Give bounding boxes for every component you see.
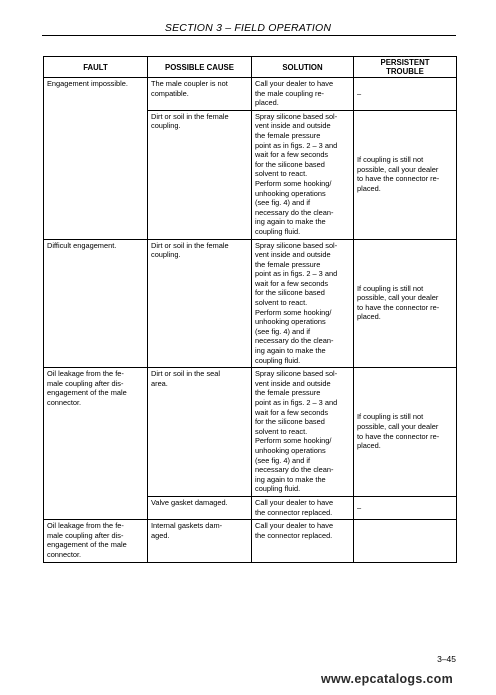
fault-cell: Engagement impossible. xyxy=(44,78,148,240)
page-number: 3–45 xyxy=(437,654,456,664)
column-header-possible-cause: POSSIBLE CAUSE xyxy=(148,57,252,78)
table-row xyxy=(44,368,457,497)
cause-cell: Dirt or soil in the seal area. xyxy=(148,368,252,497)
solution-cell: Call your dealer to have the male coupling re- placed. xyxy=(252,78,354,111)
persistent-trouble-cell xyxy=(354,520,457,562)
solution-cell: Call your dealer to have the connector replaced. xyxy=(252,520,354,562)
table-header-row xyxy=(44,57,457,78)
persistent-trouble-cell: If coupling is still not possible, call your dealer to have the connector re- placed. xyxy=(354,110,457,239)
cause-cell: Dirt or soil in the female coupling. xyxy=(148,239,252,368)
solution-cell: Spray silicone based sol- vent inside and outside the female pressure point as in figs. 2 – 3 and wait for a few seconds for the silicone based solvent to react. Perform some hooking/ unhooking operations (see fig. 4) and if necessary do the clean- ing again to make the coupling fluid. xyxy=(252,110,354,239)
fault-cell: Difficult engagement. xyxy=(44,239,148,368)
column-header-persistent-trouble: PERSISTENT TROUBLE xyxy=(354,57,457,78)
solution-cell: Spray silicone based sol- vent inside and outside the female pressure point as in figs. 2 – 3 and wait for a few seconds for the silicone based solvent to react. Perform some hooking/ unhooking operations (see fig. 4) and if necessary do the clean- ing again to make the coupling fluid. xyxy=(252,368,354,497)
persistent-trouble-cell: – xyxy=(354,496,457,519)
persistent-trouble-cell: – xyxy=(354,78,457,111)
cause-cell: Internal gaskets dam- aged. xyxy=(148,520,252,562)
column-header-fault: FAULT xyxy=(44,57,148,78)
solution-cell: Spray silicone based sol- vent inside and outside the female pressure point as in figs. 2 – 3 and wait for a few seconds for the silicone based solvent to react. Perform some hooking/ unhooking operations (see fig. 4) and if necessary do the clean- ing again to make the coupling fluid. xyxy=(252,239,354,368)
cause-cell: Dirt or soil in the female coupling. xyxy=(148,110,252,239)
site-url: www.epcatalogs.com xyxy=(320,672,453,686)
column-header-solution: SOLUTION xyxy=(252,57,354,78)
troubleshooting-table xyxy=(43,56,457,563)
table-row xyxy=(44,239,457,368)
section-title: SECTION 3 – FIELD OPERATION xyxy=(164,22,332,34)
fault-cell: Oil leakage from the fe- male coupling after dis- engagement of the male connector. xyxy=(44,368,148,520)
persistent-trouble-cell: If coupling is still not possible, call your dealer to have the connector re- placed. xyxy=(354,368,457,497)
fault-cell: Oil leakage from the fe- male coupling after dis- engagement of the male connector. xyxy=(44,520,148,562)
cause-cell: Valve gasket damaged. xyxy=(148,496,252,519)
persistent-trouble-cell: If coupling is still not possible, call your dealer to have the connector re- placed. xyxy=(354,239,457,368)
table-row xyxy=(44,78,457,111)
table-row xyxy=(44,520,457,562)
solution-cell: Call your dealer to have the connector replaced. xyxy=(252,496,354,519)
cause-cell: The male coupler is not compatible. xyxy=(148,78,252,111)
header-rule xyxy=(42,35,456,36)
